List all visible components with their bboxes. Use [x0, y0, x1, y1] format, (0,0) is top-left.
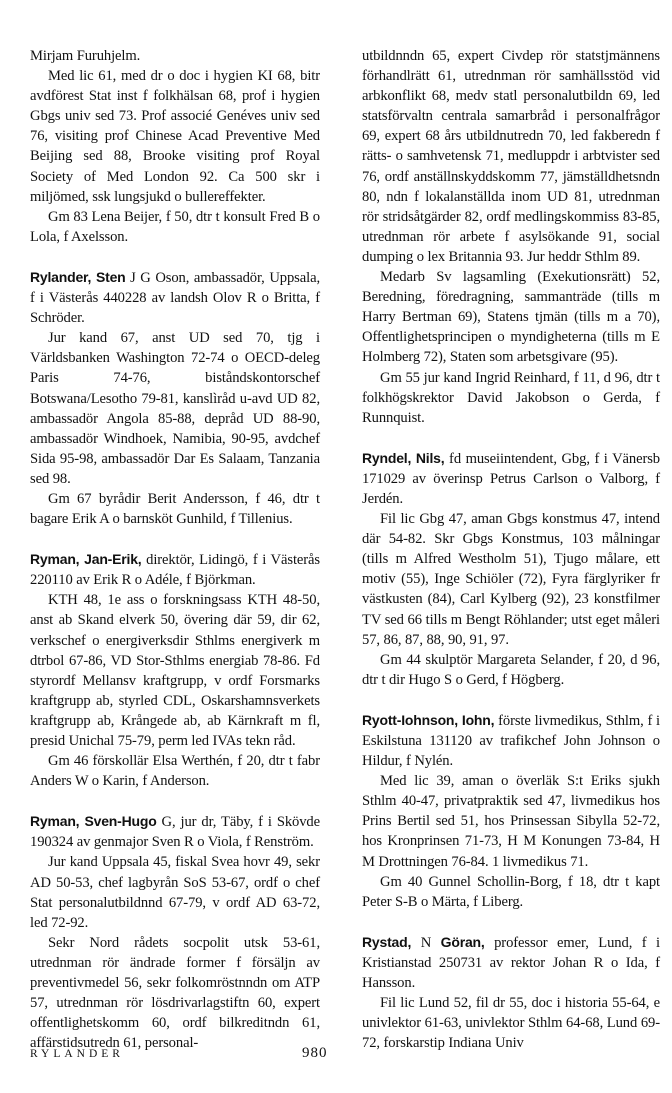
- continuation-paragraph: Medarb Sv lagsamling (Exekutionsrätt) 52, Beredning, föredragning, sammanträde (tills m Harry Bertman 69), Statens tjmän (tills m a 70), Offentlighetsprincipen o myndigheterna (tills m E Holmberg 72), Staten som arbetsgivare (95).: [362, 269, 660, 366]
- biography-entry-rystad-goran: [362, 932, 660, 1054]
- entry-name: Ryndel, Nils,: [362, 449, 445, 466]
- entry-head-text: J G Oson, ambassadör, Uppsala, f i Västerås 440228 av landsh Olov R o Britta, f Schröder.: [30, 269, 320, 327]
- entry-name-given: Göran,: [440, 933, 485, 950]
- entry-paragraph: Gm 44 skulptör Margareta Selander, f 20, d 96, dtr t dir Hugo S o Gerd, f Högberg.: [362, 651, 660, 688]
- page-number: 980: [302, 1045, 328, 1061]
- biography-entry-ryman-sven-hugo: [30, 811, 320, 1053]
- entry-head-text: professor emer, Lund, f i Kristianstad 250731 av rektor Johan R o Ida, f Hansson.: [362, 934, 660, 992]
- entry-name: Ryman, Sven-Hugo: [30, 813, 157, 830]
- entry-name: Ryott-Iohnson, Iohn,: [362, 711, 495, 728]
- entry-head-text: G, jur dr, Täby, f i Skövde 190324 av genmajor Sven R o Viola, f Renström.: [30, 814, 320, 851]
- entry-paragraph: Fil lic Lund 52, fil dr 55, doc i historia 55-64, e univlektor 61-63, univlektor Sthlm 64-68, Lund 69-72, forskarstip Indiana Univ: [362, 995, 660, 1052]
- entry-paragraph: KTH 48, 1e ass o forskningsass KTH 48-50, anst ab Skand elverk 50, övering där 59, dir 62, verkschef o energiverksdir Sthlms energiverk m dtrbol 67-86, VD Stor-Sthlms energiab 78-86. Fd styrordf Mellansv kraftgrupp, v ordf Forsmarks kraftgrupp ab, styrled CDL, Oskarshamnsverkets kraftgrupp ab, Krångede ab, ab Kärnkraft m fl, presid Unichal 75-79, perm led IVAs tekn råd.: [30, 592, 320, 749]
- biography-entry-rylander-sten: [30, 267, 320, 529]
- entry-head-text: N: [411, 934, 441, 951]
- entry-head-text: fd museiintendent, Gbg, f i Vänersb 171029 av överinsp Petrus Carlson o Valborg, f Jerdén.: [362, 450, 661, 507]
- continuation-paragraph: Mirjam Furuhjelm.: [30, 48, 141, 64]
- entry-head: [30, 267, 320, 328]
- continuation-paragraph: Gm 55 jur kand Ingrid Reinhard, f 11, d 96, dtr t folkhögskrektor David Jakobson o Gerda, f Runnquist.: [362, 369, 660, 426]
- continuation-paragraph: Gm 83 Lena Beijer, f 50, dtr t konsult Fred B o Lola, f Axelsson.: [30, 208, 320, 245]
- running-head: RYLANDER: [30, 1048, 124, 1060]
- biography-entry-ryndel-nils: [362, 448, 660, 690]
- entry-name: Rylander, Sten: [30, 268, 126, 285]
- entry-head-text: direktör, Lidingö, f i Västerås 220110 av Erik R o Adéle, f Björkman.: [30, 552, 321, 589]
- right-column: [362, 46, 660, 1063]
- entry-paragraph: Gm 46 förskollär Elsa Werthén, f 20, dtr t fabr Anders W o Karin, f Anderson.: [30, 753, 320, 790]
- entry-head: [362, 932, 660, 993]
- continuation-paragraph: utbildnndn 65, expert Civdep rör statstjmännens förhandlrätt 61, utrednman rör samhällsstöd vid arbkonflikt 68, medv statl personalutbildn 69, led statsförvaltn centrala samarbråd i personalfrågor 69, expert 68 års utbildnutredn 70, led fakberedn f rätts- o samhvetensk 71, medluppdr i arbtvister sed 76, ordf anställnskyddskomm 77, jämställdhetsndn 80, ndn f lokalanställda inom UD 81, utrednman rör stridsåtgärder 82, ordf medlingskommiss 83-85, utrednman rör arbete f asylsökande 91, social dumping o lex Britannia 93. Jur heddr Sthlm 89.: [362, 48, 660, 265]
- entry-head: [362, 710, 660, 771]
- entry-head: [362, 448, 660, 509]
- biography-entry-ryott-iohnson-iohn: [362, 710, 660, 912]
- entry-paragraph: Med lic 39, aman o överläk S:t Eriks sjukh Sthlm 40-47, privatpraktik sed 47, livmedikus hos Prins Bertil sed 51, hos Prinsessan Sibylla 52-72, hos Kronprinsen 71-73, H M Konungen 73-84, H M Drottningen 76-84. 1 livmedikus 71.: [362, 773, 660, 870]
- entry-paragraph: Gm 40 Gunnel Schollin-Borg, f 18, dtr t kapt Peter S-B o Märta, f Liberg.: [362, 873, 660, 910]
- entry-head-text: förste livmedikus, Sthlm, f i Eskilstuna 131120 av trafikchef John Johnson o Hildur, f Nylén.: [362, 712, 660, 770]
- entry-paragraph: Gm 67 byrådir Berit Andersson, f 46, dtr t bagare Erik A o barnsköt Gunhild, f Tillenius.: [30, 490, 320, 528]
- entry-name: Ryman, Jan-Erik,: [30, 551, 142, 568]
- entry-paragraph: Sekr Nord rådets socpolit utsk 53-61, utrednman rör ändrade former f försäljn av preventivmedel 56, sekr folkomröstnndn om ATP 57, utrednman rör lösdrivarlagstiftn 60, expert offentlighetskomm 60, ordf bilkreditndn 61, affärstidsutredn 61, personal-: [30, 934, 320, 1052]
- entry-paragraph: Jur kand Uppsala 45, fiskal Svea hovr 49, sekr AD 50-53, chef lagbyrån SoS 53-67, ordf o chef Stat personalutbildnnd 67-79, v ordf AD 63-72, led 72-92.: [30, 854, 320, 931]
- continuation-paragraph: Med lic 61, med dr o doc i hygien KI 68, bitr avdförest Stat inst f folkhälsan 68, prof i hygien Gbgs univ sed 73. Prof associé Genéves univ sed 76, visiting prof Chinese Acad Preventive Med Beijing sed 88, Brooke visiting prof Royal Society of Med London 92. Ca 500 skr i miljömed, ssk lungsjukd o bullereffekter.: [30, 68, 320, 205]
- left-column: [30, 46, 320, 1063]
- biography-entry-ryman-jan-erik: [30, 549, 320, 791]
- entry-name: Rystad,: [362, 933, 412, 950]
- entry-head: [30, 811, 320, 852]
- page-footer: [30, 1045, 642, 1065]
- entry-head: [30, 549, 320, 590]
- entry-paragraph: Jur kand 67, anst UD sed 70, tjg i Världsbanken Washington 72-74 o OECD-deleg Paris 74-76, biståndskontorschef Botswana/Lesotho 79-81, kanslìråd u-avd UD 82, ambassadör Angola 85-88, depråd UD 88-90, ambassadör Windhoek, Namibia, 90-95, avdchef Sida 95-98, ambassadör Dar Es Salaam, Tanzania sed 98.: [30, 330, 320, 487]
- entry-paragraph: Fil lic Gbg 47, aman Gbgs konstmus 47, intend där 54-82. Skr Gbgs Konstmus, 103 målningar (tills m Alfred Westholm 51), Tjugo målare, ett motiv (55), Inge Schiöler (72), Fyra färglyriker fr västkusten (84), Carl Kylberg (92), 23 konstfilmer TV sed 66 tills m Bengt Röhlander; utst eget måleri 57, 86, 87, 88, 90, 91, 97.: [362, 511, 660, 648]
